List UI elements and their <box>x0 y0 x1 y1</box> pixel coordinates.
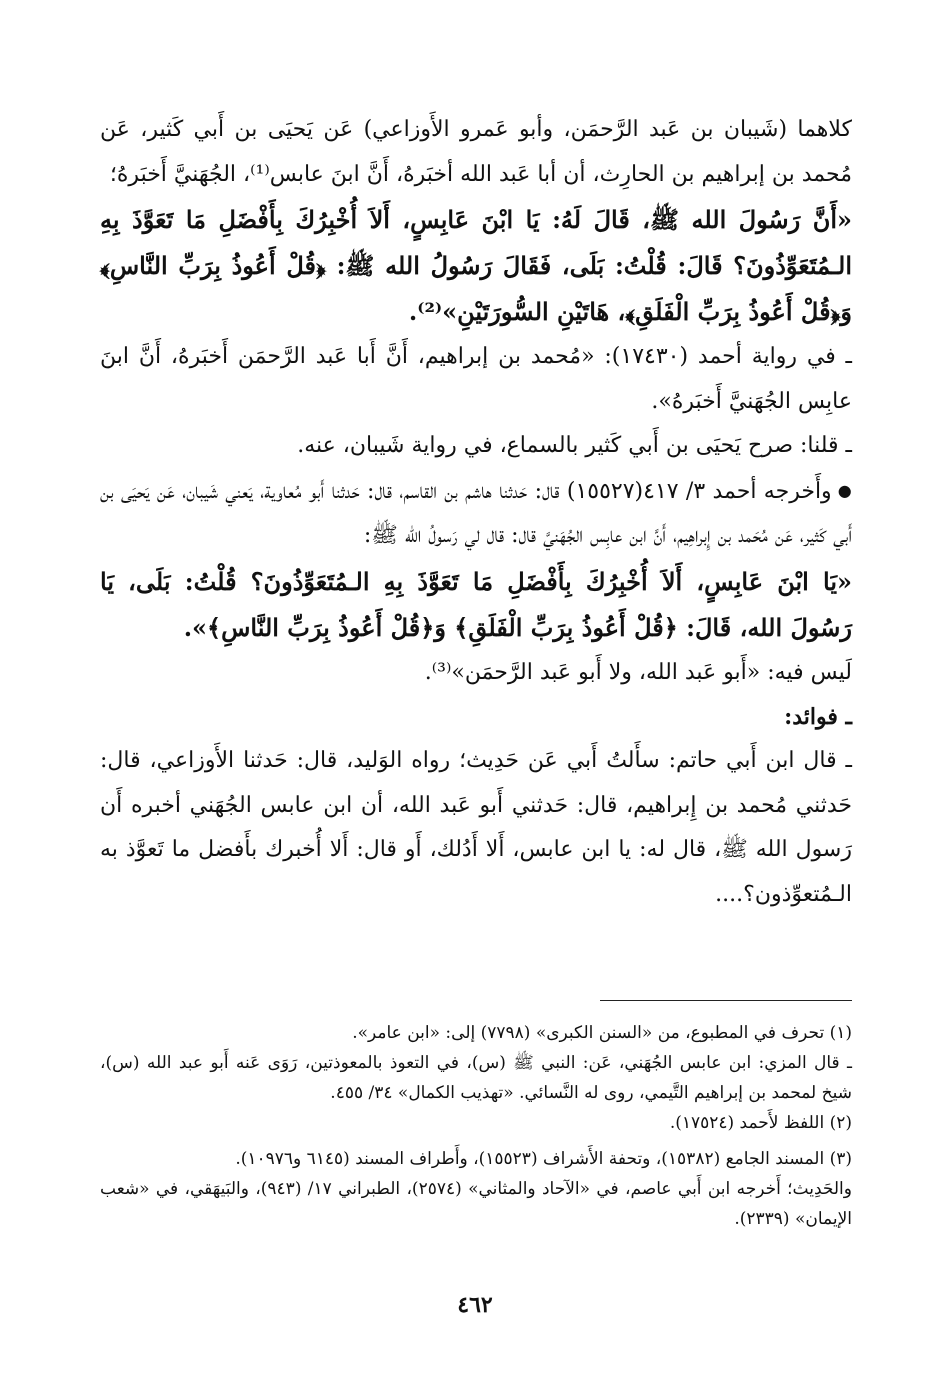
footnote-2: (٢) اللفظ لأَحمد (١٧٥٢٤). <box>669 1113 852 1133</box>
paragraph-hadith-matn: «أَنَّ رَسُولَ الله ﷺ، قَالَ لَهُ: يَا ابْنَ عَابِسٍ، أَلاَ أُخْبِرُكَ بِأَفْضَلِ مَا تَعَوَّذَ بِهِ الـمُتَعَوِّذُونَ؟ قَالَ: قُلْتُ: بَلَى، فَقَالَ رَسُولُ الله ﷺ: ﴿قُلْ أَعُوذُ بِرَبِّ النَّاسِ﴾ وَ﴿قُلْ أَعُوذُ بِرَبِّ الْفَلَقِ﴾، هَاتَيْنِ السُّورَتَيْنِ»⁽²⁾. <box>100 205 852 326</box>
footnote-1: (١) تحرف في المطبوع، من «السنن الكبرى» (٧٧٩٨) إلى: «ابن عامر». <box>352 1023 852 1043</box>
page-number: ٤٦٢ <box>457 1292 493 1318</box>
footnote-1-continuation: ـ قال المزي: ابن عابس الجُهَني، عَن: النبي ﷺ (س)، في التعوذ بالمعوذتين، رَوَى عَنه أَبو عبد الله (س)، شيخ لمحمد بن إبراهيم التَّيمي، روى له النَّسائي. «تهذيب الكمال» ٣٤/ ٤٥٥. <box>100 1053 852 1103</box>
main-text <box>100 108 852 917</box>
paragraph-ahmad-narration: ـ في رواية أحمد (١٧٤٣٠): «مُحمد بن إبراهيم، أَنَّ أَبا عَبد الرَّحمَن أَخبَرهُ، أَنَّ ابنَ عابِس الجُهَنيَّ أَخبَرهُ». <box>100 344 852 414</box>
paragraph-laysa-fihi: لَيس فيه: «أَبو عَبد الله، ولا أَبو عَبد الرَّحمَن»⁽³⁾. <box>424 659 852 685</box>
footnote-3-continuation: والحَدِيث؛ أَخرجه ابن أَبي عاصم، في «الآحاد والمثاني» (٢٥٧٤)، الطبراني ١٧/ (٩٤٣)، والبَيهَقي، في «شعب الإيمان» (٢٣٣٩). <box>100 1179 852 1229</box>
paragraph-fawaid: ـ قال ابن أَبي حاتم: سأَلتُ أَبي عَن حَدِيث؛ رواه الوَليد، قال: حَدثنا الأَوزاعي، قال: حَدثني مُحمد بن إِبراهيم، قال: حَدثني أَبو عَبد الله، أن ابن عابس الجُهَني أخبره أَن رَسول الله ﷺ، قال له: يا ابن عابس، أَلا أَدُلك، أَو قال: أَلا أُخبرك بأَفضل ما تَعوَّذ به الـمُتعوِّذون؟.... <box>100 748 852 907</box>
footnote-3: (٣) المسند الجامع (١٥٣٨٢)، وتحفة الأَشراف (١٥٥٢٣)، وأَطراف المسند (٦١٤٥ و١٠٩٧٦). <box>235 1149 852 1169</box>
fawaid-heading: ـ فوائد: <box>784 704 852 730</box>
paragraph-isnad: كلاهما (شَيبان بن عَبد الرَّحمَن، وأبو عَمرو الأَوزاعي) عَن يَحيَى بن أَبي كَثير، عَن مُحمد بن إبراهيم بن الحارِث، أن أبا عَبد الله أخبَرهُ، أَنَّ ابنَ عابس⁽¹⁾، الجُهَنيَّ أَخبَرهُ؛ <box>100 117 852 187</box>
paragraph-second-isnad-text: وأَخرجه أحمد ٣/ ٤١٧(١٥٥٢٧) قال: حَدثنا هاشم بن القاسم، قال: حَدثنا أَبو مُعاوية، يَعني شَيبان، عَن يَحيَى بن أَبي كَثير، عَن مُحَمد بن إِبراهِيم، أَنَّ ابن عابِس الجُهَنيَّ قال: قال لي رَسولُ الله ﷺ: <box>100 478 852 548</box>
paragraph-qulna-note: ـ قلنا: صرح يَحيَى بن أَبي كَثير بالسماع، في رواية شَيبان، عنه. <box>297 433 852 458</box>
bullet-dot-icon: ● <box>837 480 852 500</box>
footnote-separator <box>600 1000 852 1001</box>
paragraph-second-isnad <box>100 469 852 559</box>
footnotes <box>100 1018 852 1234</box>
paragraph-hadith-matn-2: «يَا ابْنَ عَابِسٍ، أَلاَ أُخْبِرُكَ بِأَفْضَلِ مَا تَعَوَّذَ بِهِ الـمُتَعَوِّذُونَ؟ قُلْتُ: بَلَى، يَا رَسُولَ الله، قَالَ: ﴿قُلْ أَعُوذُ بِرَبِّ الْفَلَقِ﴾ وَ﴿قُلْ أَعُوذُ بِرَبِّ النَّاسِ﴾». <box>100 566 852 642</box>
